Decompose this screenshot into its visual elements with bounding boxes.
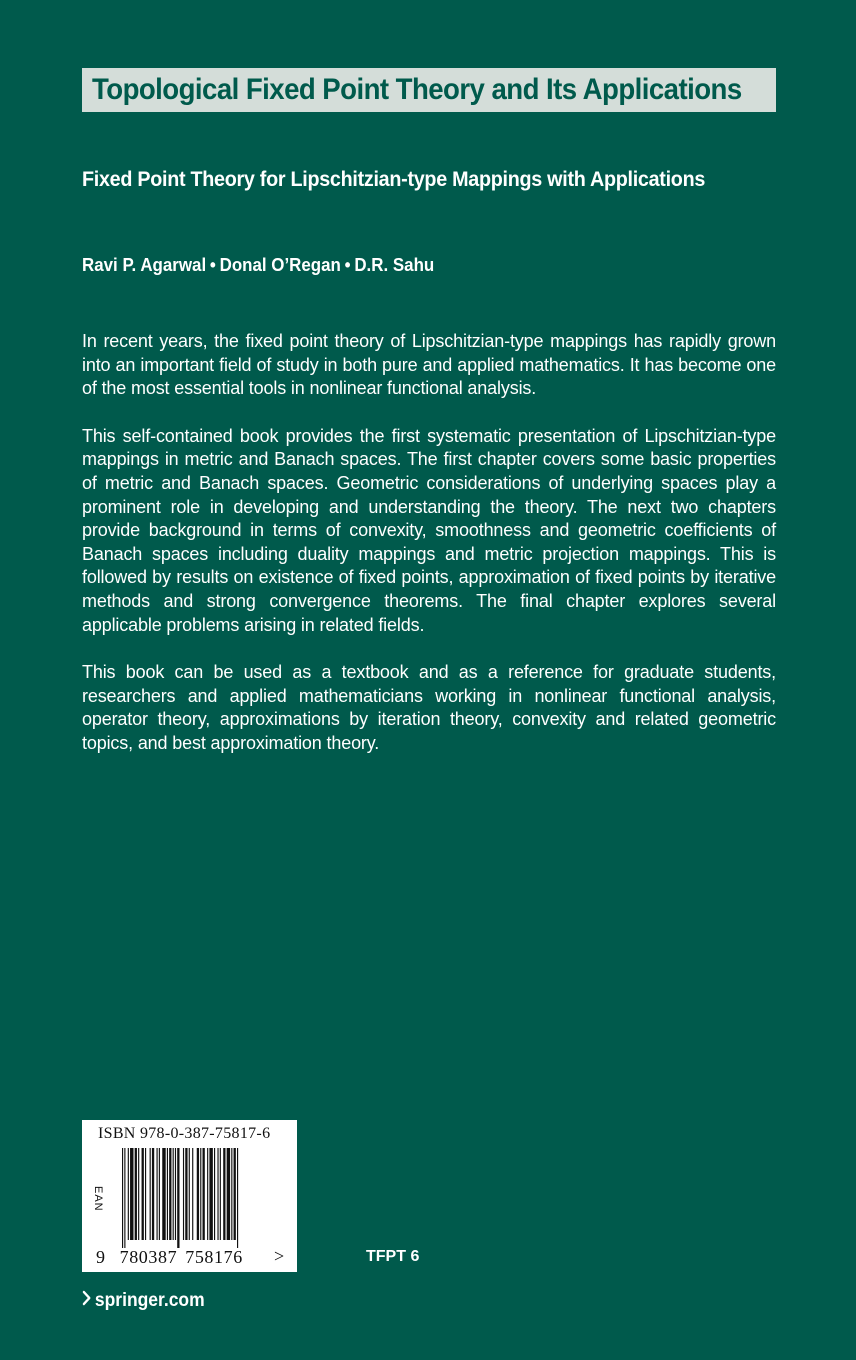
barcode-digit-group: 780387 — [119, 1247, 178, 1267]
author-name: D.R. Sahu — [354, 255, 435, 275]
isbn-barcode — [82, 1120, 297, 1272]
barcode-stripe — [159, 1148, 160, 1240]
barcode-stripe — [167, 1148, 168, 1240]
book-description — [82, 330, 776, 780]
quiet-zone-mark: > — [274, 1246, 285, 1266]
author-list — [82, 255, 434, 276]
barcode-stripe — [237, 1148, 238, 1248]
isbn-number: ISBN 978-0-387-75817-6 — [98, 1125, 271, 1142]
barcode-stripe — [183, 1148, 184, 1240]
barcode-stripe — [157, 1148, 158, 1240]
barcode-stripe — [234, 1148, 236, 1240]
barcode-stripe — [138, 1148, 139, 1240]
barcode-stripe — [185, 1148, 187, 1240]
barcode-stripe — [175, 1148, 176, 1240]
barcode-stripe — [192, 1148, 193, 1240]
barcode-stripe — [189, 1148, 190, 1240]
barcode-stripe — [231, 1148, 232, 1240]
description-paragraph: This self-contained book provides the first systematic presentation of Lipschitzian-type mappings in metric and Banach spaces. The first chapter covers some basic properties of metric and Banach spaces. Geometric considerations of underlying spaces play a prominent role in developing and understanding the theory. The next two chapters provide background in terms of convexity, smoothness and geometric coefficients of Banach spaces including duality mappings and metric projection mappings. This is followed by results on existence of fixed points, approximation of fixed points by iterative methods and strong convergence theorems. The final chapter explores several applicable problems arising in related fields. — [82, 425, 776, 635]
author-name: Ravi P. Agarwal — [82, 255, 207, 275]
barcode-digit-group: 758176 — [185, 1247, 243, 1267]
barcode-digits — [96, 1247, 243, 1268]
barcode-stripe — [142, 1148, 144, 1240]
barcode-stripe — [169, 1148, 171, 1240]
barcode-stripe — [217, 1148, 218, 1240]
series-code: TFPT 6 — [366, 1248, 420, 1265]
barcode-stripe — [130, 1148, 133, 1240]
barcode-stripe — [177, 1148, 179, 1248]
author-separator: • — [344, 255, 351, 275]
barcode-stripe — [203, 1148, 205, 1240]
barcode-lead-digit: 9 — [96, 1247, 106, 1267]
author-separator: • — [209, 255, 216, 275]
barcode-stripe — [214, 1148, 215, 1240]
barcode-stripe — [227, 1148, 230, 1240]
barcode-stripe — [135, 1148, 137, 1240]
series-title: Topological Fixed Point Theory and Its Applications — [92, 73, 742, 106]
publisher-link[interactable] — [82, 1290, 205, 1312]
barcode-stripe — [173, 1148, 174, 1240]
description-paragraph: In recent years, the fixed point theory of Lipschitzian-type mappings has rapidly grown into an important field of study in both pure and applied mathematics. It has become one of the most essential tools in nonlinear functional analysis. — [82, 331, 776, 399]
barcode-stripe — [150, 1148, 151, 1240]
barcode-stripe — [152, 1148, 154, 1240]
chevron-right-icon — [82, 1290, 91, 1312]
barcode-stripe — [207, 1148, 208, 1240]
publisher-url[interactable]: springer.com — [94, 1290, 205, 1311]
barcode-stripe — [128, 1148, 129, 1240]
barcode-stripe — [200, 1148, 201, 1240]
barcode-stripe — [223, 1148, 225, 1240]
author-name: Donal O’Regan — [219, 255, 341, 275]
description-paragraph: This book can be used as a textbook and as a reference for graduate students, researchers and applied mathematicians working in nonlinear functional analysis, operator theory, approximations by iteration theory, convexity and related geometric topics, and best approximation theory. — [82, 662, 776, 753]
barcode-bars-icon — [122, 1148, 272, 1248]
series-banner — [82, 68, 776, 112]
barcode-stripe — [124, 1148, 125, 1248]
barcode-stripe — [220, 1148, 221, 1240]
barcode-stripe — [162, 1148, 165, 1240]
book-title: Fixed Point Theory for Lipschitzian-type Mappings with Applications — [82, 168, 706, 191]
ean-label: EAN — [92, 1186, 104, 1212]
barcode-stripe — [145, 1148, 146, 1240]
barcode-stripe — [197, 1148, 199, 1240]
barcode-stripe — [122, 1148, 123, 1248]
barcode-stripe — [209, 1148, 212, 1240]
